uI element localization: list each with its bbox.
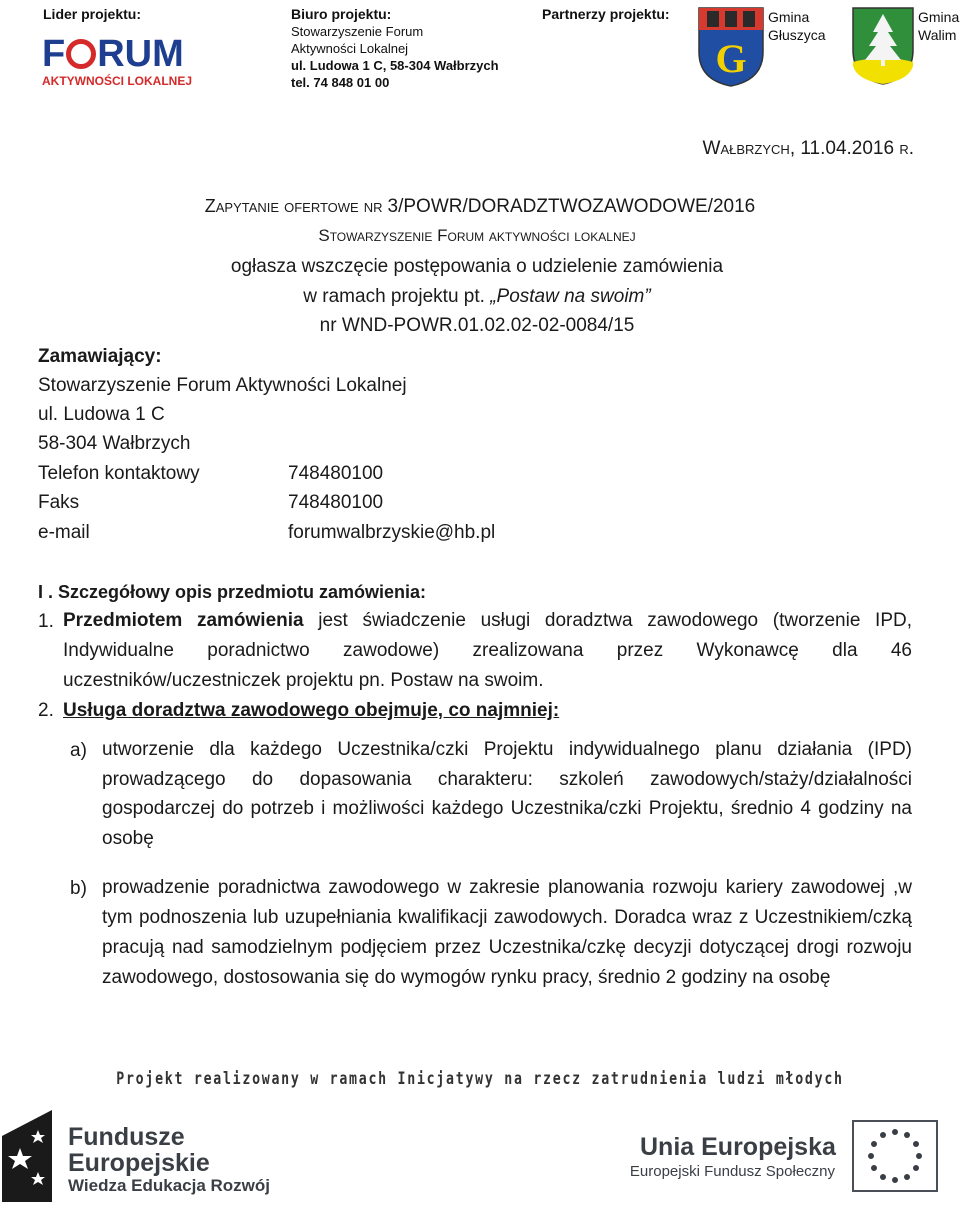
forum-logo-rum: RUM	[97, 33, 184, 75]
sub-a-line: prowadzącego do dopasowania charakteru: szkoleń zawodowych/staży/działalności	[102, 769, 912, 790]
contact-value-fax: 748480100	[288, 492, 384, 513]
sub-a-label: a)	[70, 740, 87, 761]
forum-logo-subtitle: AKTYWNOŚCI LOKALNEJ	[42, 74, 192, 88]
zamawiajacy-city: 58-304 Wałbrzych	[38, 433, 191, 454]
title-project-prefix: w ramach projektu pt.	[303, 286, 491, 307]
item2-number: 2.	[38, 700, 54, 721]
fundusze-europejskie-icon	[2, 1110, 52, 1202]
sub-b-line: tym podnoszenia lub uzupełniania kwalifikacji zawodowych. Doradca wraz z Uczestnikiem/czką	[102, 907, 912, 928]
title-line-1	[0, 196, 960, 218]
forum-logo	[42, 32, 192, 90]
partner-name-line: Głuszyca	[768, 27, 826, 43]
contact-label-fax: Faks	[38, 492, 80, 513]
sub-b-line: prowadzenie poradnictwa zawodowego w zakresie planowania rozwoju kariery zawodowej ,w	[102, 877, 912, 898]
partners-label: Partnerzy projektu:	[542, 6, 670, 22]
eu-flag-icon	[852, 1120, 938, 1192]
title-code: 3/POWR/DORADZTWOZAWODOWE/2016	[387, 196, 756, 217]
forum-logo-o-ring	[66, 39, 96, 69]
partner-name-line: Gmina	[768, 9, 810, 25]
item1-bold-lead: Przedmiotem zamówienia	[63, 610, 304, 631]
contact-label-email: e-mail	[38, 522, 90, 543]
sub-b-line: pracują nad samodzielnym podjęciem przez Uczestnika/czkę decyzji dotyczącej drogi rozwoju	[102, 937, 912, 958]
contact-value-email[interactable]: forumwalbrzyskie@hb.pl	[288, 522, 496, 543]
ue-line-1: Unia Europejska	[640, 1133, 836, 1161]
title-line-2: Stowarzyszenie Forum aktywności lokalnej	[318, 226, 636, 245]
sub-a-line: osobę	[102, 828, 154, 849]
title-project-name: „Postaw na swoim”	[490, 286, 651, 307]
crest-letter: G	[715, 36, 747, 81]
fe-line-2: Europejskie	[68, 1149, 210, 1177]
zamawiajacy-street: ul. Ludowa 1 C	[38, 404, 165, 425]
fe-line-3: Wiedza Edukacja Rozwój	[68, 1176, 270, 1195]
partner-walim-name	[918, 8, 959, 44]
item1-line-2: Indywidualne poradnictwo zawodowe) zrealizowana przez Wykonawcę dla 46	[63, 640, 912, 661]
item1-line-1	[63, 606, 912, 636]
item1-number: 1.	[38, 611, 54, 632]
zamawiajacy-name: Stowarzyszenie Forum Aktywności Lokalnej	[38, 375, 407, 396]
biuro-label: Biuro projektu:	[291, 6, 392, 22]
sub-b-line: zawodowego, dostosowania się do wymogów rynku pracy, średnio 2 godziny na osobę	[102, 967, 831, 988]
fe-line-1: Fundusze	[68, 1123, 185, 1151]
partner-name-line: Walim	[918, 27, 957, 43]
partner-name-line: Gmina	[918, 9, 960, 25]
section-heading: I . Szczegółowy opis przedmiotu zamówienia:	[38, 582, 427, 602]
item1-line-3: uczestników/uczestniczek projektu pn. Postaw na swoim.	[63, 670, 544, 691]
footer-tagline: Projekt realizowany w ramach Inicjatywy na rzecz zatrudnienia ludzi młodych	[116, 1069, 844, 1089]
item1-line1-rest: jest świadczenie usługi doradztwa zawodowego (tworzenie IPD,	[303, 610, 913, 631]
fe-logo-text	[68, 1124, 210, 1176]
ue-line-2: Europejski Fundusz Społeczny	[629, 1163, 835, 1180]
contact-label-phone: Telefon kontaktowy	[38, 463, 200, 484]
lider-label: Lider projektu:	[43, 6, 142, 22]
biuro-line: Stowarzyszenie Forum	[291, 24, 424, 39]
sub-a-line: gospodarczej do potrzeb i możliwości każdego Uczestnika/czki Projektu, średnio 4 godziny na	[102, 798, 912, 819]
title-line-4	[0, 286, 954, 308]
zamawiajacy-heading: Zamawiający:	[38, 346, 162, 367]
document-date: Wałbrzych, 11.04.2016 r.	[702, 138, 914, 159]
contact-value-phone: 748480100	[288, 463, 384, 484]
item2-heading: Usługa doradztwa zawodowego obejmuje, co najmniej:	[63, 700, 560, 721]
forum-logo-f: F	[42, 33, 66, 75]
sub-b-label: b)	[70, 878, 87, 899]
sub-a-line: utworzenie dla każdego Uczestnika/czki Projektu indywidualnego planu działania (IPD)	[102, 739, 912, 760]
title-line-5: nr WND-POWR.01.02.02-02-0084/15	[319, 315, 635, 336]
gluszyca-crest-icon	[697, 6, 765, 88]
biuro-address	[291, 23, 499, 91]
biuro-line: ul. Ludowa 1 C, 58-304 Wałbrzych	[291, 58, 499, 73]
title-prefix: Zapytanie ofertowe nr	[204, 196, 388, 216]
partner-gluszyca-name	[768, 8, 826, 44]
biuro-line: tel. 74 848 01 00	[291, 75, 390, 90]
biuro-line: Aktywności Lokalnej	[291, 41, 409, 56]
walim-crest-icon	[851, 6, 915, 86]
title-line-3: ogłasza wszczęcie postępowania o udzielenie zamówienia	[230, 256, 724, 277]
